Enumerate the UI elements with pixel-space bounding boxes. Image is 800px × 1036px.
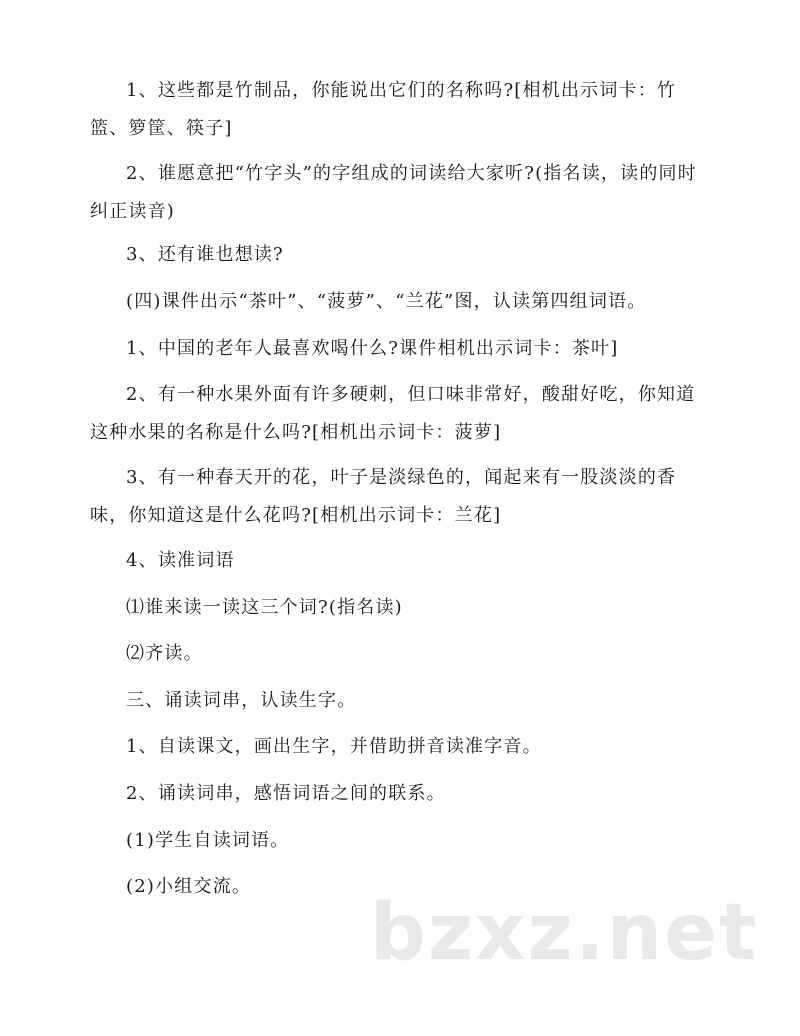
paragraph-6: 2、有一种水果外面有许多硬刺，但口味非常好，酸甜好吃，你知道这种水果的名称是什么吗?[相机出示词卡：菠萝] <box>90 384 696 443</box>
paragraph-14: (1)学生自读词语。 <box>126 830 290 851</box>
paragraph-1: 1、这些都是竹制品，你能说出它们的名称吗?[相机出示词卡：竹篮、箩筐、筷子] <box>90 80 677 139</box>
paragraph-3: 3、还有谁也想读? <box>126 244 284 265</box>
paragraph-7: 3、有一种春天开的花，叶子是淡绿色的，闻起来有一股淡淡的香味，你知道这是什么花吗?[相机出示词卡：兰花] <box>90 467 677 526</box>
paragraph-9: ⑴谁来读一读这三个词?(指名读) <box>126 597 403 618</box>
paragraph-8: 4、读准词语 <box>126 550 235 571</box>
paragraph-12: 1、自读课文，画出生字，并借助拼音读准字音。 <box>126 736 542 757</box>
paragraph-11: 三、诵读词串，认读生字。 <box>126 690 357 711</box>
paragraph-13: 2、诵读词串，感悟词语之间的联系。 <box>126 783 446 804</box>
paragraph-2: 2、谁愿意把“竹字头”的字组成的词读给大家听?(指名读，读的同时纠正读音) <box>90 163 697 222</box>
paragraph-4: (四)课件出示“茶叶”、“菠萝”、“兰花”图，认读第四组词语。 <box>126 291 647 312</box>
paragraph-10: ⑵齐读。 <box>126 643 203 664</box>
paragraph-5: 1、中国的老年人最喜欢喝什么?课件相机出示词卡：茶叶] <box>126 338 619 359</box>
watermark: bzxz.net <box>370 888 759 978</box>
paragraph-15: (2)小组交流。 <box>126 876 252 897</box>
